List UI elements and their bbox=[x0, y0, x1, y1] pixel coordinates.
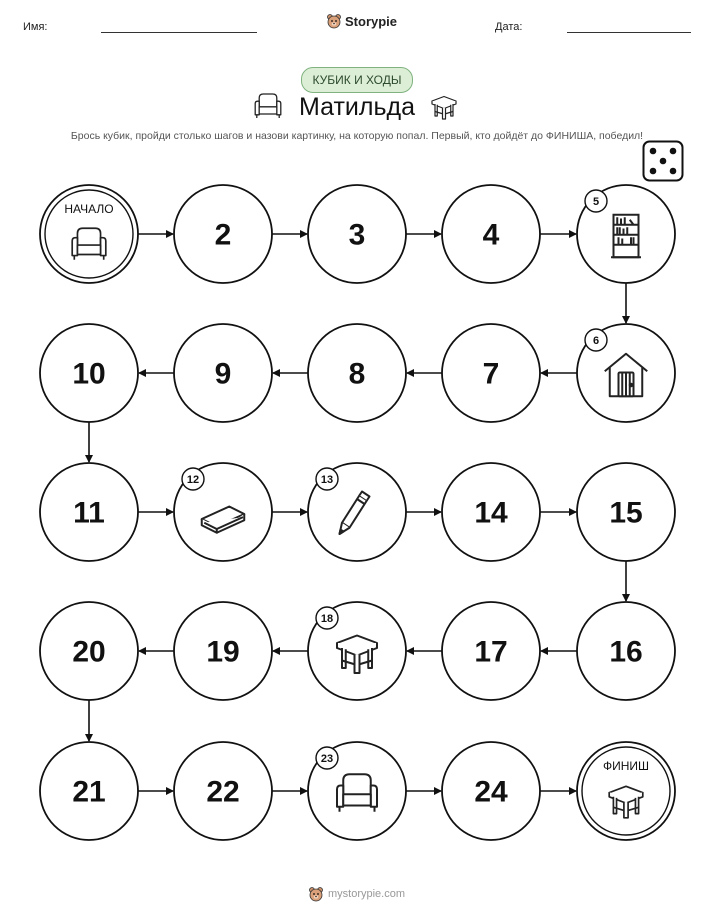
board-space-6 bbox=[577, 324, 675, 422]
footer bbox=[308, 886, 405, 902]
space-number: 17 bbox=[474, 635, 508, 669]
game-type-badge: КУБИК И ХОДЫ bbox=[301, 67, 413, 93]
board-space-2 bbox=[174, 185, 272, 283]
board-space-9 bbox=[174, 324, 272, 422]
space-number: 16 bbox=[609, 635, 643, 669]
space-number: 10 bbox=[72, 357, 106, 391]
name-label: Имя: bbox=[23, 21, 48, 33]
board-space-13 bbox=[308, 463, 406, 561]
space-number: 15 bbox=[609, 496, 643, 530]
instructions: Брось кубик, пройди столько шагов и назови картинку, на которую попал. Первый, кто дойдёт до ФИНИША, победил! bbox=[70, 130, 644, 142]
date-label: Дата: bbox=[495, 21, 523, 33]
space-number: 8 bbox=[348, 357, 366, 391]
start-label: НАЧАЛО bbox=[64, 202, 114, 216]
board-space-4 bbox=[442, 185, 540, 283]
board-space-16 bbox=[577, 602, 675, 700]
board-space-22 bbox=[174, 742, 272, 840]
bookshelf-icon bbox=[611, 215, 641, 258]
space-number-badge: 12 bbox=[186, 474, 200, 486]
board-space-18 bbox=[308, 602, 406, 700]
finish-space bbox=[577, 742, 675, 840]
space-number: 19 bbox=[206, 635, 240, 669]
space-number-badge: 23 bbox=[320, 753, 334, 765]
stool-icon bbox=[337, 636, 377, 674]
space-number: 2 bbox=[214, 218, 232, 252]
board-space-10 bbox=[40, 324, 138, 422]
space-number: 11 bbox=[73, 496, 105, 530]
board-space-24 bbox=[442, 742, 540, 840]
board-space-3 bbox=[308, 185, 406, 283]
space-number-badge: 6 bbox=[592, 335, 600, 347]
board-space-12 bbox=[174, 463, 272, 561]
space-number: 7 bbox=[482, 357, 500, 391]
space-number-badge: 5 bbox=[592, 196, 600, 208]
space-number: 22 bbox=[206, 775, 240, 809]
brand-name: Storypie bbox=[345, 13, 398, 29]
finish-label: ФИНИШ bbox=[602, 759, 650, 773]
armchair-icon bbox=[72, 228, 106, 260]
board-space-21 bbox=[40, 742, 138, 840]
board-space-20 bbox=[40, 602, 138, 700]
stool-icon bbox=[609, 786, 643, 818]
footer-site: mystorypie.com bbox=[328, 888, 406, 900]
page-title: Матильда bbox=[299, 93, 415, 121]
space-number: 21 bbox=[72, 775, 106, 809]
space-number-badge: 18 bbox=[320, 613, 334, 625]
space-number: 20 bbox=[72, 635, 106, 669]
board-space-15 bbox=[577, 463, 675, 561]
board-space-14 bbox=[442, 463, 540, 561]
space-number: 14 bbox=[474, 496, 508, 530]
board-space-11 bbox=[40, 463, 138, 561]
bear-mascot-icon bbox=[308, 886, 324, 902]
armchair-icon bbox=[337, 774, 377, 812]
space-number: 9 bbox=[214, 357, 232, 391]
start-space bbox=[40, 185, 138, 283]
space-number: 24 bbox=[474, 775, 508, 809]
board-space-17 bbox=[442, 602, 540, 700]
space-number: 4 bbox=[482, 218, 500, 252]
space-number-badge: 13 bbox=[320, 474, 334, 486]
board-space-23 bbox=[308, 742, 406, 840]
space-number: 3 bbox=[348, 218, 366, 252]
board-space-19 bbox=[174, 602, 272, 700]
board-space-8 bbox=[308, 324, 406, 422]
board-space-5 bbox=[577, 185, 675, 283]
board-space-7 bbox=[442, 324, 540, 422]
